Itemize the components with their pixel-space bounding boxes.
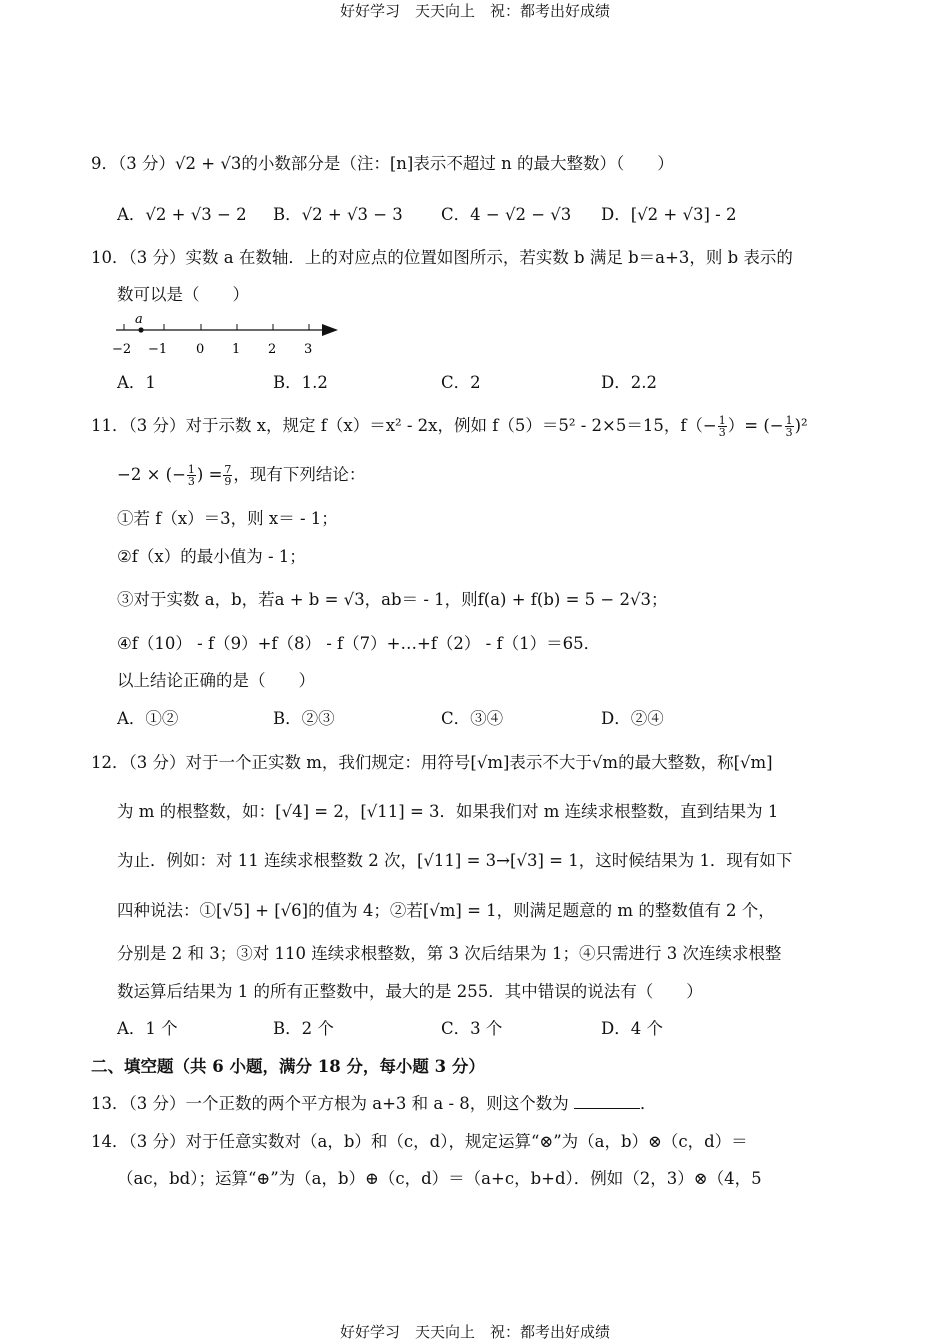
section-title: 二、填空题（共 6 小题，满分 18 分，每小题 3 分） (91, 1057, 485, 1076)
q11-statement-2: ②f（x）的最小值为 - 1； (117, 547, 306, 566)
fraction: $\frac{1}{3}$ (187, 463, 195, 488)
q10-option-d: D．2.2 (601, 373, 657, 392)
fraction: $\frac{1}{3}$ (785, 414, 793, 439)
q11-statement-4: ④f（10） - f（9）+f（8） - f（7）+…+f（2） - f（1）＝65． (117, 634, 601, 653)
q9-option-c: C．4 − √2 − √3 (441, 205, 572, 224)
q10-stem-line2: 数可以是（ ） (117, 285, 249, 304)
page-header: 好好学习 天天向上 祝：都考出好成绩 (339, 2, 610, 20)
page-footer: 好好学习 天天向上 祝：都考出好成绩 (339, 1323, 610, 1341)
q12-option-c: C．3 个 (441, 1019, 503, 1038)
q11-statement-3: ③对于实数 a，b，若a + b = √3，ab＝ - 1，则f(a) + f(b) = 5 − 2√3； (117, 590, 668, 609)
q10-stem-line1: 10．（3 分）实数 a 在数轴．上的对应点的位置如图所示，若实数 b 满足 b＝a+3，则 b 表示的 (91, 248, 793, 267)
point-a-label: a (135, 312, 143, 327)
q9-option-b: B．√2 + √3 − 3 (273, 205, 403, 224)
q11-option-d: D．②④ (601, 709, 664, 728)
tick-label: 1 (232, 342, 241, 357)
q12-line3: 为止．例如：对 11 连续求根整数 2 次，[√11] = 3→[√3] = 1，这时候结果为 1．现有如下 (117, 851, 793, 870)
q12-line5: 分别是 2 和 3；③对 110 连续求根整数，第 3 次后结果为 1；④只需进行 3 次连续求根整 (117, 944, 782, 963)
q12-option-a: A．1 个 (117, 1019, 178, 1038)
q11-stem-line1: 11．（3 分）对于示数 x，规定 f（x）＝x² - 2x，例如 f（5）＝5² - 2×5＝15，f（− $\frac{1}{3}$ ）= (− $\frac{1}{3}$ )² (91, 414, 808, 439)
answer-blank[interactable] (574, 1094, 640, 1109)
tick-label: 3 (304, 342, 313, 357)
q12-line6: 数运算后结果为 1 的所有正整数中，最大的是 255．其中错误的说法有（ ） (117, 982, 703, 1001)
q11-option-c: C．③④ (441, 709, 504, 728)
q10-option-a: A．1 (117, 373, 156, 392)
q12-option-b: B．2 个 (273, 1019, 334, 1038)
q14-line1: 14．（3 分）对于任意实数对（a，b）和（c，d），规定运算“⊗”为（a，b）⊗（c，d）＝ (91, 1132, 748, 1151)
tick-label: −2 (112, 342, 132, 357)
q11-stem-line2: −2 × (− $\frac{1}{3}$ ) = $\frac{7}{9}$ ，现有下列结论： (117, 463, 366, 488)
arrow-head-icon (322, 324, 338, 336)
q11-option-a: A．①② (117, 709, 179, 728)
q9-option-a: A．√2 + √3 − 2 (117, 205, 247, 224)
q9-option-d: D．[√2 + √3] - 2 (601, 205, 737, 224)
tick-label: −1 (148, 342, 168, 357)
number-line (110, 308, 350, 360)
fraction: $\frac{7}{9}$ (224, 463, 232, 488)
q11-ask: 以上结论正确的是（ ） (117, 671, 315, 690)
tick-label: 2 (268, 342, 277, 357)
q12-line4: 四种说法：①[√5] + [√6]的值为 4；②若[√m] = 1，则满足题意的 m 的整数值有 2 个， (117, 901, 775, 920)
tick-label: 0 (196, 342, 205, 357)
point-a (138, 327, 143, 332)
q9-stem: 9．（3 分）√2 + √3的小数部分是（注：[n]表示不超过 n 的最大整数）（ ） (91, 154, 674, 173)
q11-option-b: B．②③ (273, 709, 335, 728)
q13-stem: 13．（3 分）一个正数的两个平方根为 a+3 和 a - 8，则这个数为 ． (91, 1094, 657, 1113)
q10-option-c: C．2 (441, 373, 481, 392)
q14-line2: （ac，bd）；运算“⊕”为（a，b）⊕（c，d）＝（a+c，b+d）．例如（2，3）⊗（4，5 (117, 1169, 762, 1188)
q12-line2: 为 m 的根整数，如：[√4] = 2，[√11] = 3．如果我们对 m 连续求根整数，直到结果为 1 (117, 802, 779, 821)
q11-statement-1: ①若 f（x）＝3，则 x＝ - 1； (117, 509, 338, 528)
fraction: $\frac{1}{3}$ (718, 414, 726, 439)
q10-option-b: B．1.2 (273, 373, 328, 392)
q12-line1: 12．（3 分）对于一个正实数 m，我们规定：用符号[√m]表示不大于√m的最大整数，称[√m] (91, 753, 773, 772)
q12-option-d: D．4 个 (601, 1019, 663, 1038)
